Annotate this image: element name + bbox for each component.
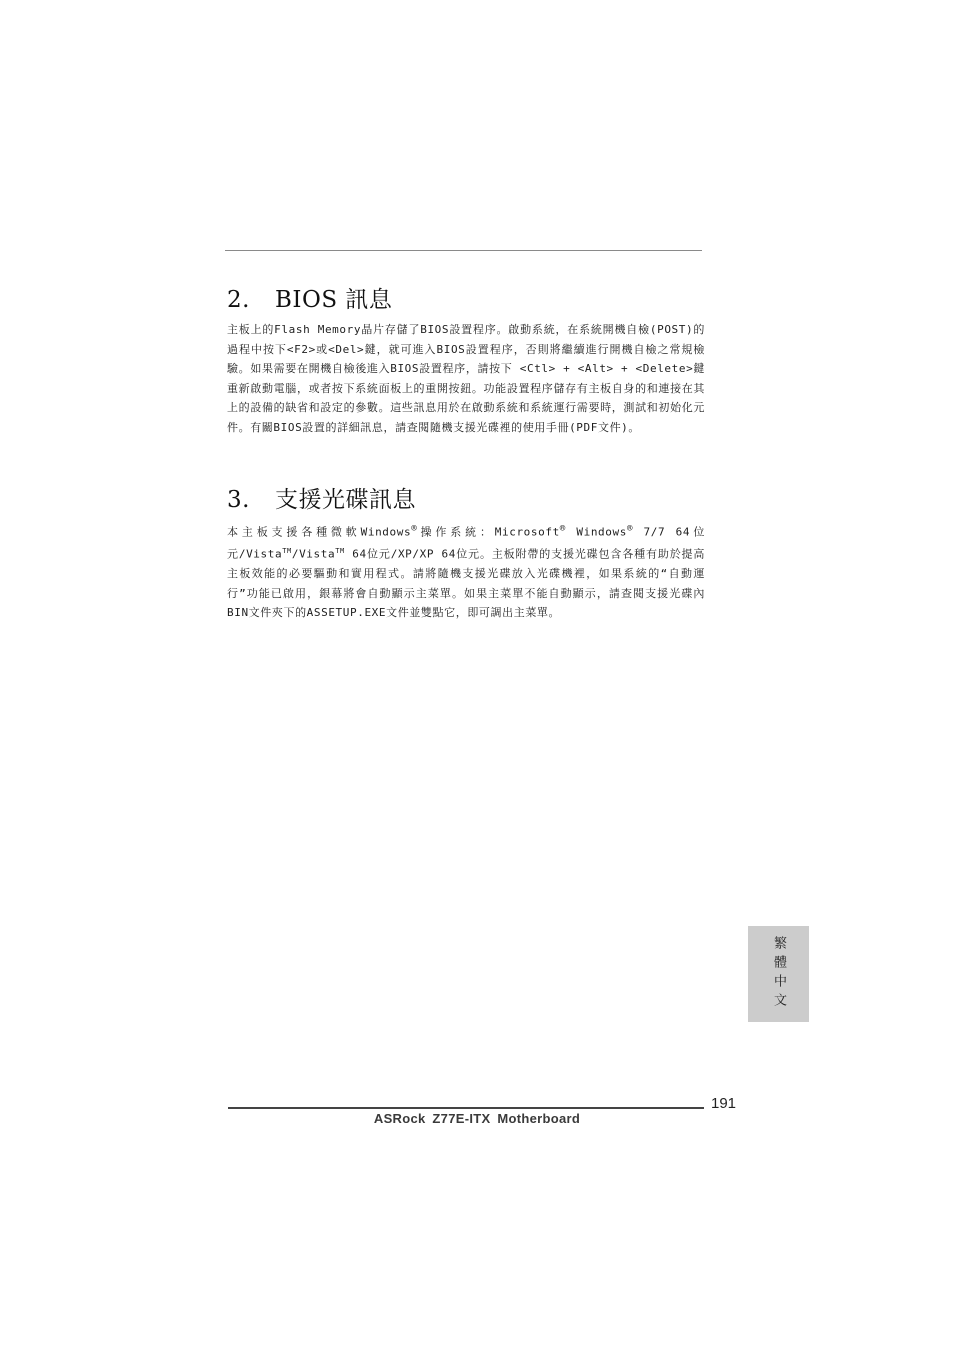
section-number: 2. [227, 287, 250, 313]
text-run: Windows [565, 525, 627, 539]
registered-mark: ® [411, 523, 418, 534]
registered-mark: ® [559, 523, 566, 534]
page-number: 191 [711, 1095, 737, 1112]
registered-mark: ® [626, 523, 634, 534]
section-number: 3. [227, 487, 250, 513]
trademark-mark: TM [335, 547, 345, 556]
bios-paragraph: 主板上的Flash Memory晶片存儲了BIOS設置程序。啟動系統，在系統開機自檢(POST)的過程中按下<F2>或<Del>鍵，就可進入BIOS設置程序，否則將繼續進行開機自檢之常規檢驗。如果需要在開機自檢後進入BIOS設置程序，請按下 <Ctl> + <Alt> + <Delete>鍵重新啟動電腦，或者按下系統面板上的重開按鈕。功能設置程序儲存有主板自身的和連接在其上的設備的缺省和設定的參數。這些訊息用於在啟動系統和系統運行需要時，測試和初始化元件。有關BIOS設置的詳細訊息，請查閱隨機支援光碟裡的使用手冊(PDF文件)。 [227, 323, 706, 434]
text-run: 7/7 64位元/Vista [227, 525, 705, 561]
section-heading-support-cd [227, 486, 416, 514]
section-title: 支援光碟訊息 [275, 487, 416, 513]
text-run: /Vista [291, 547, 336, 561]
trademark-mark: TM [282, 547, 292, 556]
text-run: 操作系統：Microsoft [417, 525, 560, 539]
section-title: BIOS 訊息 [275, 287, 393, 313]
text-run: 本主板支援各種微軟Windows [227, 525, 412, 539]
section-heading-bios [227, 286, 392, 314]
text-run: 64位元/XP/XP 64位元。主板附帶的支援光碟包含各種有助於提高主板效能的必要驅動和實用程式。請將隨機支援光碟放入光碟機裡，如果系統的“自動運行”功能已啟用，銀幕將會自動顯示主菜單。如果主菜單不能自動顯示，請查閱支援光碟內BIN文件夾下的ASSETUP.EXE文件並雙點它，即可調出主菜單。 [227, 547, 706, 620]
footer-divider [228, 1107, 704, 1109]
footer-product-title: ASRock Z77E-ITX Motherboard [373, 1111, 581, 1126]
support-cd-paragraph [227, 519, 705, 623]
language-label: 繁體中文 [771, 936, 786, 1012]
header-divider [225, 250, 702, 251]
language-side-tab [748, 926, 809, 1022]
